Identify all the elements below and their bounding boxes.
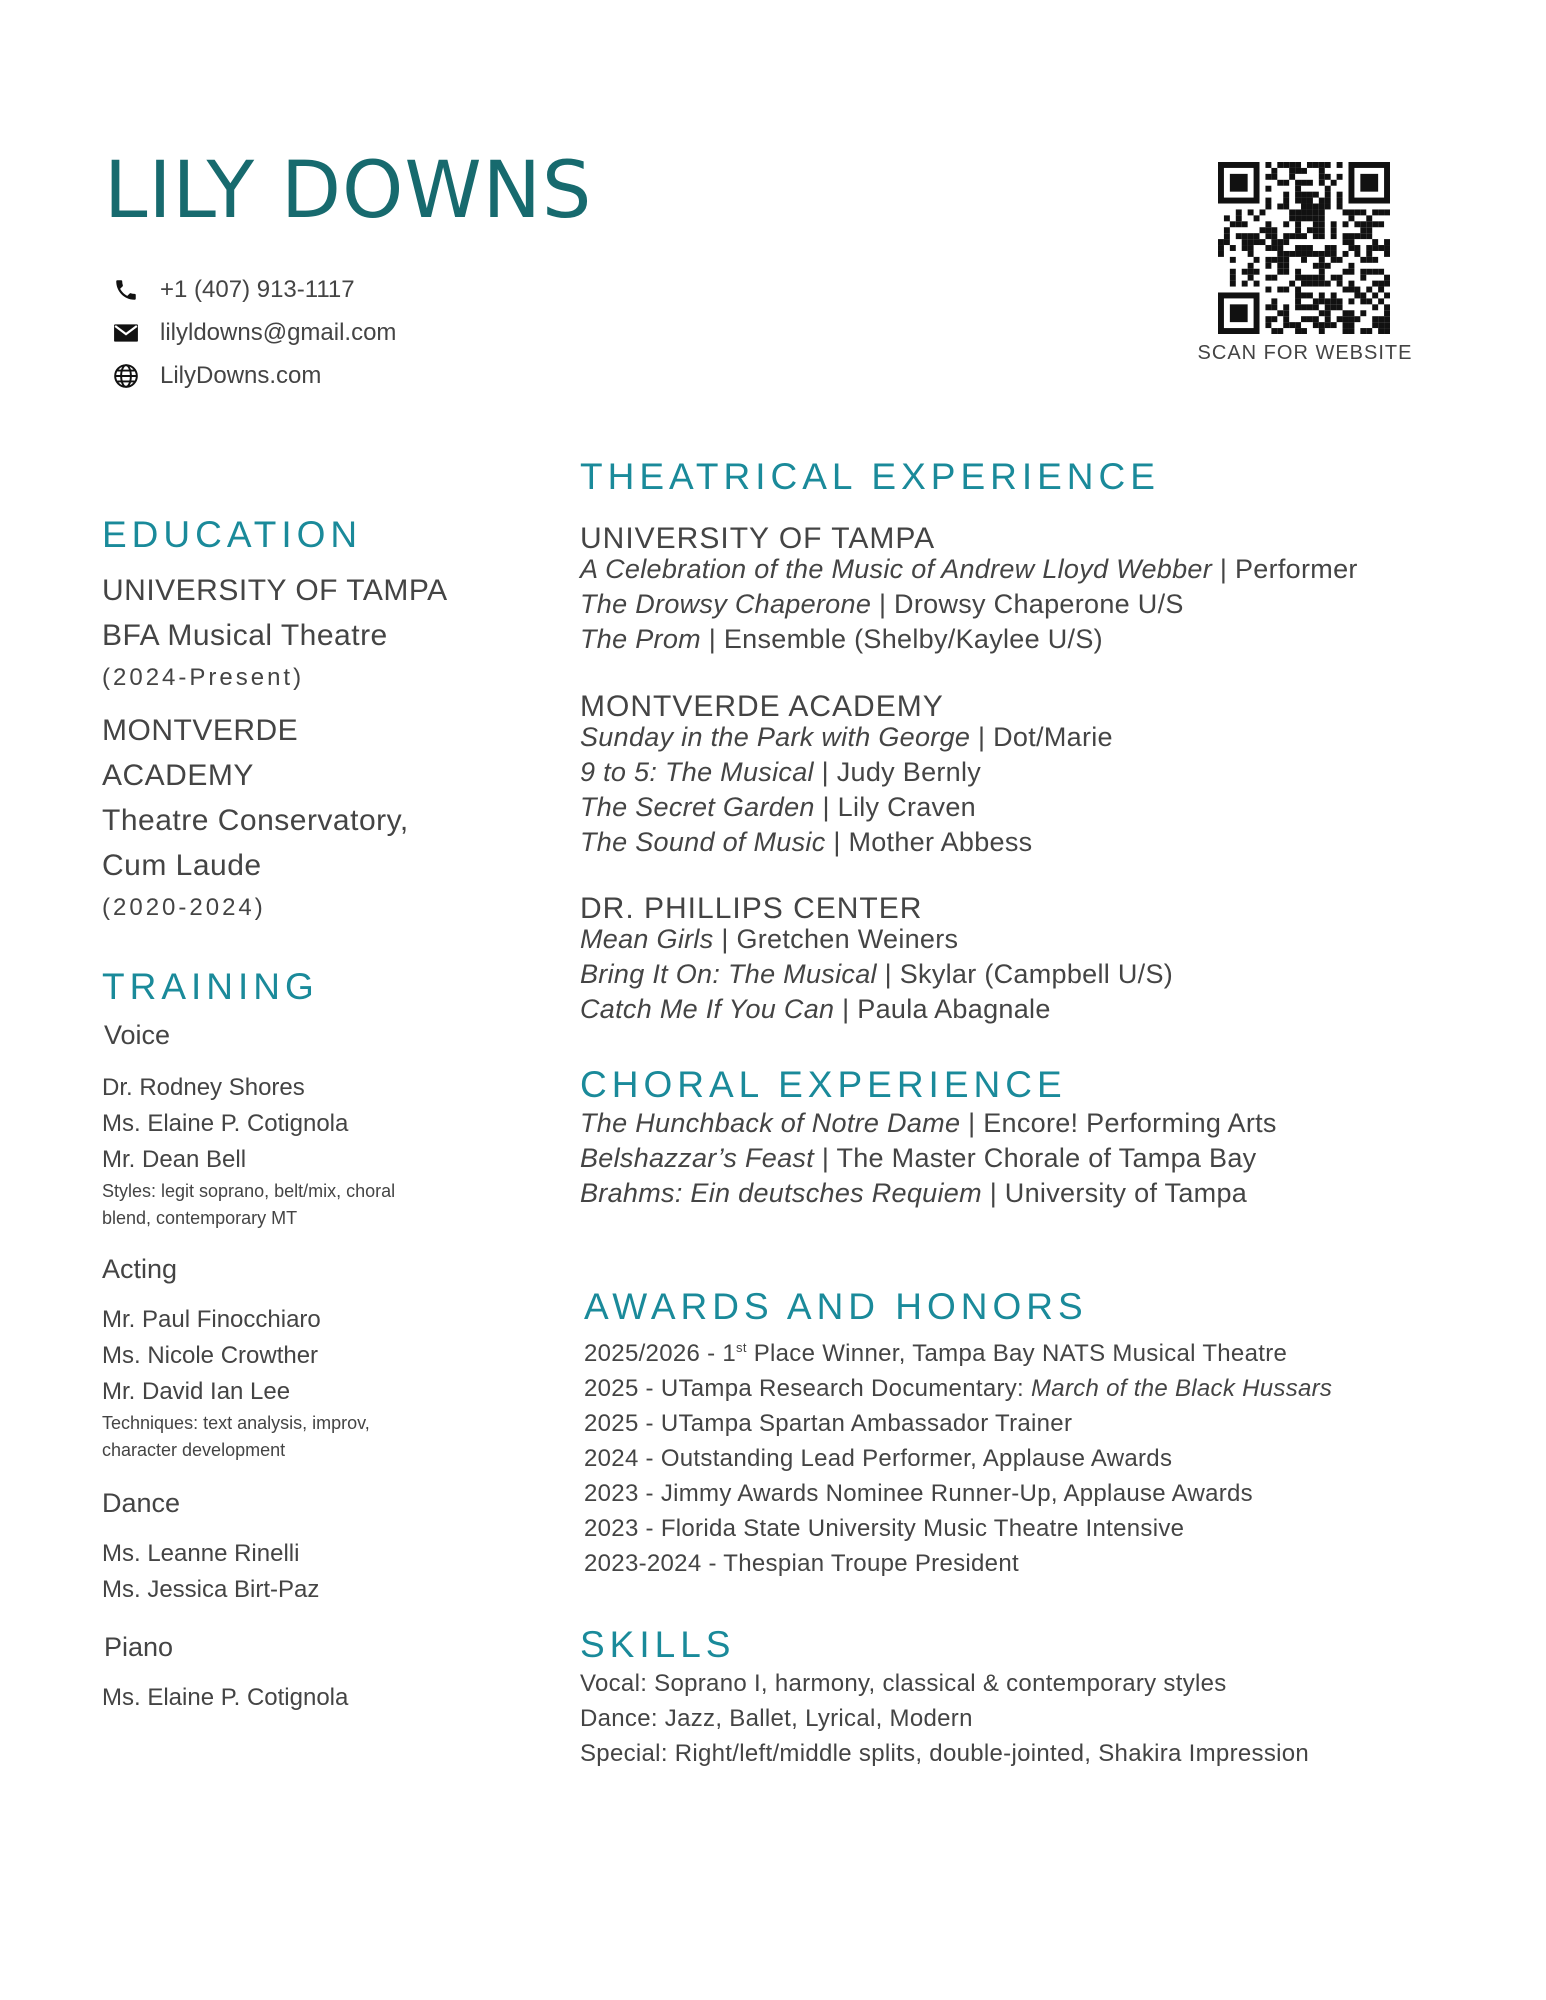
education-list <box>102 568 542 928</box>
role: | Drowsy Chaperone U/S <box>871 589 1184 619</box>
phone-number[interactable]: +1 (407) 913-1117 <box>160 275 355 303</box>
awards-heading: AWARDS AND HONORS <box>584 1286 1088 1327</box>
venue-name: DR. PHILLIPS CENTER <box>580 892 923 925</box>
award-item: 2024 - Outstanding Lead Performer, Applause Awards <box>584 1445 1173 1472</box>
website-row <box>112 354 396 397</box>
school-name: MONTVERDE <box>102 714 299 747</box>
school-years: (2024-Present) <box>102 664 305 691</box>
skill-item: Vocal: Soprano I, harmony, classical & contemporary styles <box>580 1670 1227 1697</box>
qr-caption: SCAN FOR WEBSITE <box>1197 342 1413 364</box>
show-title: Catch Me If You Can <box>580 994 835 1024</box>
award-item: 2023 - Florida State University Music Theatre Intensive <box>584 1515 1185 1542</box>
show-title: The Secret Garden <box>580 792 815 822</box>
show-title: Bring It On: The Musical <box>580 959 877 989</box>
school-years: (2020-2024) <box>102 894 266 921</box>
skill-item: Dance: Jazz, Ballet, Lyrical, Modern <box>580 1705 973 1732</box>
credit-row <box>580 587 1520 622</box>
role: | Judy Bernly <box>813 757 982 787</box>
phone-icon <box>112 276 140 304</box>
mail-icon <box>112 319 140 347</box>
credit-row <box>580 622 1520 657</box>
teacher-name: Ms. Elaine P. Cotignola <box>102 1110 349 1137</box>
credit-row <box>580 1106 1520 1141</box>
school-name: UNIVERSITY OF TAMPA <box>102 574 448 607</box>
theatrical-heading: THEATRICAL EXPERIENCE <box>580 456 1160 497</box>
venue-name: UNIVERSITY OF TAMPA <box>580 522 936 555</box>
dance-teachers <box>102 1536 542 1608</box>
teacher-name: Mr. Dean Bell <box>102 1146 247 1173</box>
credit-list <box>580 552 1520 657</box>
skill-item: Special: Right/left/middle splits, double-jointed, Shakira Impression <box>580 1740 1310 1767</box>
training-note: Techniques: text analysis, improv, <box>102 1413 370 1433</box>
credit-row <box>580 790 1520 825</box>
piano-teachers <box>102 1680 542 1716</box>
award-item: 2025 - UTampa Research Documentary: March of the Black Hussars <box>584 1375 1333 1402</box>
website-link[interactable]: LilyDowns.com <box>160 361 322 389</box>
show-title: The Sound of Music <box>580 827 826 857</box>
resume-name: LILY DOWNS <box>104 146 593 236</box>
role: | Skylar (Campbell U/S) <box>876 959 1174 989</box>
show-title: The Hunchback of Notre Dame <box>580 1108 961 1138</box>
show-title: Mean Girls <box>580 924 714 954</box>
training-heading: TRAINING <box>102 966 319 1007</box>
role: | Mother Abbess <box>825 827 1033 857</box>
school-program: Cum Laude <box>102 849 262 882</box>
organization: | The Master Chorale of Tampa Bay <box>814 1143 1257 1173</box>
teacher-name: Ms. Jessica Birt-Paz <box>102 1576 320 1603</box>
credit-row <box>580 1141 1520 1176</box>
show-title: Brahms: Ein deutsches Requiem <box>580 1178 982 1208</box>
email-address[interactable]: lilyldowns@gmail.com <box>160 318 397 346</box>
teacher-name: Ms. Elaine P. Cotignola <box>102 1684 349 1711</box>
choral-heading: CHORAL EXPERIENCE <box>580 1064 1067 1105</box>
role: | Ensemble (Shelby/Kaylee U/S) <box>700 624 1103 654</box>
school-name: ACADEMY <box>102 759 254 792</box>
phone-row <box>112 268 396 311</box>
credit-row <box>580 720 1520 755</box>
role: | Dot/Marie <box>970 722 1113 752</box>
email-row <box>112 311 396 354</box>
school-program: BFA Musical Theatre <box>102 619 388 652</box>
credit-row <box>580 922 1520 957</box>
skills-heading: SKILLS <box>580 1624 736 1665</box>
show-title: Sunday in the Park with George <box>580 722 971 752</box>
role: | Gretchen Weiners <box>713 924 959 954</box>
teacher-name: Dr. Rodney Shores <box>102 1074 305 1101</box>
credit-row <box>580 1176 1520 1211</box>
training-note: character development <box>102 1440 286 1460</box>
role: | Performer <box>1212 554 1358 584</box>
credit-row <box>580 825 1520 860</box>
training-note: Styles: legit soprano, belt/mix, choral <box>102 1181 396 1201</box>
training-category: Acting <box>102 1254 178 1284</box>
credit-row <box>580 992 1520 1027</box>
voice-teachers <box>102 1070 542 1232</box>
organization: | Encore! Performing Arts <box>960 1108 1277 1138</box>
choral-list <box>580 1106 1520 1211</box>
award-item: 2023 - Jimmy Awards Nominee Runner-Up, Applause Awards <box>584 1480 1253 1507</box>
show-title: 9 to 5: The Musical <box>580 757 814 787</box>
training-category: Voice <box>104 1020 171 1050</box>
acting-teachers <box>102 1302 542 1464</box>
training-category: Dance <box>102 1488 181 1518</box>
school-program: Theatre Conservatory, <box>102 804 409 837</box>
skills-list <box>580 1666 1520 1771</box>
awards-list <box>584 1336 1524 1581</box>
teacher-name: Mr. David Ian Lee <box>102 1378 291 1405</box>
credit-list <box>580 922 1520 1027</box>
training-note: blend, contemporary MT <box>102 1208 298 1228</box>
globe-icon <box>112 362 140 390</box>
credit-row <box>580 957 1520 992</box>
contact-info <box>112 268 396 397</box>
show-title: The Prom <box>580 624 701 654</box>
role: | Paula Abagnale <box>834 994 1051 1024</box>
show-title: A Celebration of the Music of Andrew Lloyd Webber <box>580 554 1213 584</box>
teacher-name: Ms. Nicole Crowther <box>102 1342 319 1369</box>
teacher-name: Mr. Paul Finocchiaro <box>102 1306 321 1333</box>
award-item: 2023-2024 - Thespian Troupe President <box>584 1550 1019 1577</box>
show-title: The Drowsy Chaperone <box>580 589 872 619</box>
award-item: 2025/2026 - 1st Place Winner, Tampa Bay NATS Musical Theatre <box>584 1340 1288 1367</box>
venue-name: MONTVERDE ACADEMY <box>580 690 944 723</box>
training-category: Piano <box>104 1632 174 1662</box>
qr-code[interactable] <box>1218 162 1390 334</box>
credit-row <box>580 755 1520 790</box>
credit-row <box>580 552 1520 587</box>
teacher-name: Ms. Leanne Rinelli <box>102 1540 300 1567</box>
show-title: Belshazzar’s Feast <box>580 1143 815 1173</box>
award-item: 2025 - UTampa Spartan Ambassador Trainer <box>584 1410 1073 1437</box>
credit-list <box>580 720 1520 860</box>
education-heading: EDUCATION <box>102 514 363 555</box>
role: | Lily Craven <box>814 792 976 822</box>
organization: | University of Tampa <box>981 1178 1248 1208</box>
